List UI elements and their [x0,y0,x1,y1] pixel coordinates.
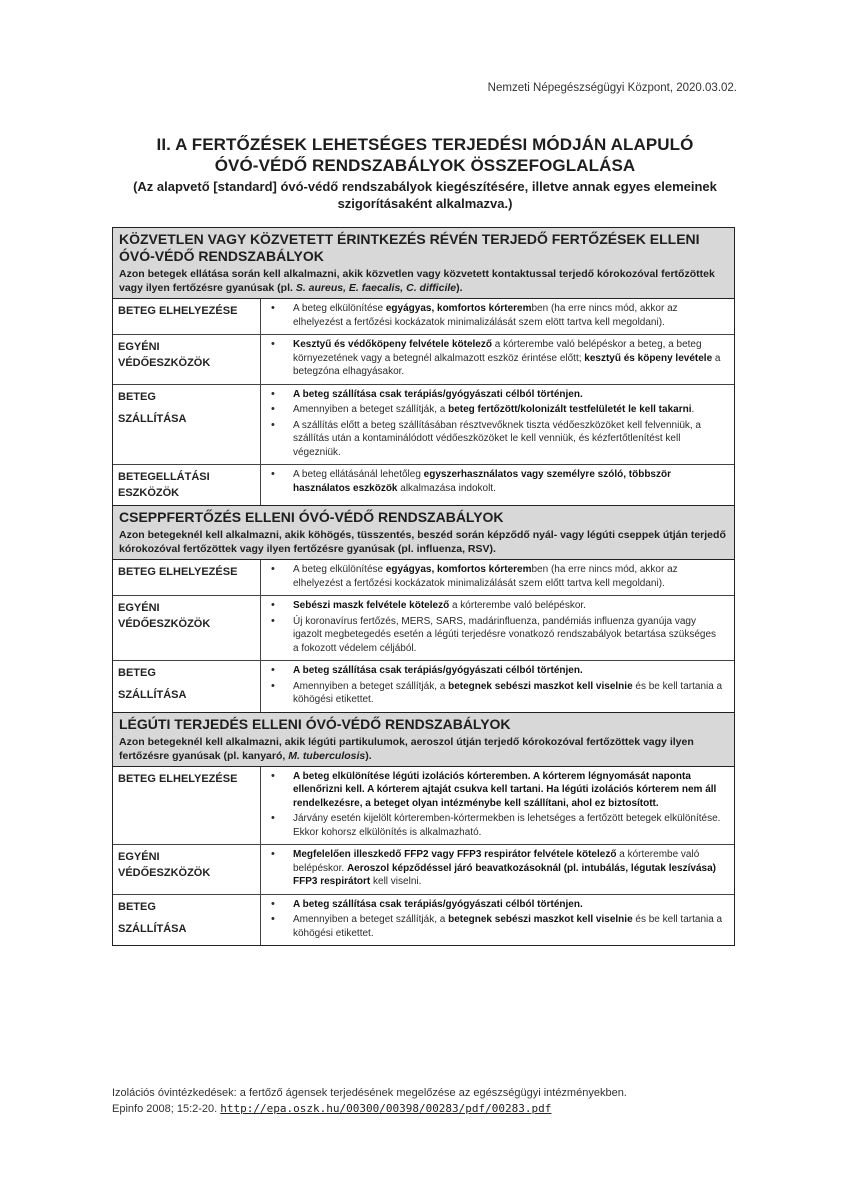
bullet-list [269,563,724,590]
row-label-line-1: BETEG ELHELYEZÉSE [118,566,238,578]
row-label-line-2: SZÁLLÍTÁSA [118,689,187,701]
row-label [113,560,261,595]
row-label-line-2: VÉDŐESZKÖZÖK [118,618,211,630]
bullet-list [269,468,724,495]
row-content [261,596,734,660]
bullet-item: • Kesztyű és védőköpeny felvétele kötelező a kórterembe való belépéskor a beteg, a beteg környezetének vagy a betegnél alkalmazott eszköz érintése előtt; kesztyű és köpeny levétele a betegzóna elhagyásakor. [269,338,724,379]
row-label [113,845,261,894]
table-row [113,560,734,595]
bullet-item: • A szállítás előtt a beteg szállításában résztvevőknek tiszta védőeszközöket kell felvenniük, a szállítás után a kontaminálódott védőeszközöket le kell venniük, és kézfertőtlenítést kell végezniük. [269,419,724,460]
table-row [113,334,734,384]
row-label-line-1: BETEG [118,667,156,679]
bullet-list [269,898,724,941]
page-title-line-1: II. A FERTŐZÉSEK LEHETSÉGES TERJEDÉSI MÓDJÁN ALAPULÓ [156,135,694,154]
section-title: CSEPPFERTŐZÉS ELLENI ÓVÓ-VÉDŐ RENDSZABÁLYOK [119,509,504,525]
row-label-line-1: BETEGELLÁTÁSI [118,471,210,483]
row-content [261,299,734,334]
bullet-item: • Amennyiben a beteget szállítják, a betegnek sebészi maszkot kell viselnie és be kell tartania a köhögési etikettet. [269,913,724,940]
bullet-list [269,338,724,379]
footer [112,1085,752,1117]
row-label-line-2: ESZKÖZÖK [118,487,180,499]
bullet-item: • A beteg ellátásánál lehetőleg egyszerhasználatos vagy személyre szóló, többször használatos eszközök alkalmazása indokolt. [269,468,724,495]
bullet-item: • A beteg szállítása csak terápiás/gyógyászati célból történjen. [269,898,724,912]
bullet-item: • Járvány esetén kijelölt kórteremben-kórtermekben is lehetséges a fertőzött betegek elkülönítése. Ekkor kohorsz elkülönítés is alkalmazható. [269,812,724,839]
row-label-line-1: BETEG [118,900,156,913]
footer-citation [112,1101,752,1117]
page-subtitle: (Az alapvető [standard] óvó-védő rendszabályok kiegészítésére, illetve annak egyes elemeinek szigorításaként alkalmazva.) [133,179,717,211]
row-label-line-2: SZÁLLÍTÁSA [118,922,187,935]
bullet-list [269,388,724,460]
table-row [113,660,734,712]
bullet-list [269,599,724,655]
row-label-line-2: SZÁLLÍTÁSA [118,412,187,425]
row-content [261,465,734,505]
bullet-list [269,664,724,707]
bullet-item: • Új koronavírus fertőzés, MERS, SARS, madárinfluenza, pandémiás influenza gyanúja vagy igazolt megbetegedés esetén a légúti terjedésre vonatkozó rendszabályok betartása szükséges a fokozott védelem céljából. [269,615,724,656]
row-label [113,767,261,845]
table-row [113,844,734,894]
row-label [113,661,261,712]
row-label-line-1: EGYÉNI [118,851,160,863]
bullet-item: • A beteg elkülönítése légúti izolációs kórteremben. A kórterem légnyomását naponta ellenőrizni kell. A kórterem ajtaját csukva kell tartani. Ha légúti izolációs kórterem nem áll rendelkezésre, a beteget olyan intézménybe kell szállítani, ahol ez biztosított. [269,770,724,811]
section-title: KÖZVETLEN VAGY KÖZVETETT ÉRINTKEZÉS RÉVÉN TERJEDŐ FERTŐZÉSEK ELLENI ÓVÓ-VÉDŐ RENDSZABÁLYOK [119,231,700,264]
bullet-item: • Sebészi maszk felvétele kötelező a kórterembe való belépéskor. [269,599,724,613]
row-label [113,299,261,334]
page-title-line-2: ÓVÓ-VÉDŐ RENDSZABÁLYOK ÖSSZEFOGLALÁSA [214,156,636,175]
row-content [261,845,734,894]
title-block [100,134,750,212]
row-label-line-1: EGYÉNI [118,341,160,353]
row-label-line-1: EGYÉNI [118,602,160,614]
row-content [261,661,734,712]
bullet-item: • A beteg szállítása csak terápiás/gyógyászati célból történjen. [269,388,724,402]
bullet-list [269,302,724,329]
row-label [113,335,261,384]
bullet-item: • Amennyiben a beteget szállítják, a betegnek sebészi maszkot kell viselnie és be kell tartania a köhögési etikettet. [269,680,724,707]
row-content [261,385,734,465]
row-label-line-2: VÉDŐESZKÖZÖK [118,357,211,369]
bullet-item: • A beteg szállítása csak terápiás/gyógyászati célból történjen. [269,664,724,678]
table-row [113,595,734,660]
footer-reference: Izolációs óvintézkedések: a fertőző ágensek terjedésének megelőzése az egészségügyi intézményekben. [112,1087,627,1099]
section-description: Azon betegeknél kell alkalmazni, akik köhögés, tüsszentés, beszéd során képződő nyál- vagy légúti cseppek útján terjedő kórokozóval fertőzöttek vagy ilyen fertőzésre gyanúsak (pl. influenza, RSV). [119,529,726,555]
table-row [113,384,734,465]
row-label [113,385,261,465]
bullet-item: • Megfelelően illeszkedő FFP2 vagy FFP3 respirátor felvétele kötelező a kórterembe való belépéskor. Aeroszol képződéssel járó beavatkozásoknál (pl. intubálás, légutak leszívása) FFP3 respirátort kell viselni. [269,848,724,889]
section-title: LÉGÚTI TERJEDÉS ELLENI ÓVÓ-VÉDŐ RENDSZABÁLYOK [119,715,511,732]
table-row [113,767,734,845]
bullet-list [269,848,724,889]
table-row [113,894,734,946]
section-header [113,712,734,767]
bullet-list [269,770,724,840]
row-content [261,895,734,946]
bullet-item: • A beteg elkülönítése egyágyas, komfortos kórteremben (ha erre nincs mód, akkor az elhelyezést a fertőzési kockázatok minimalizálását szem elött tartva kell megoldani). [269,302,724,329]
row-label-line-2: VÉDŐESZKÖZÖK [118,867,211,879]
section-description: Azon betegek ellátása során kell alkalmazni, akik közvetlen vagy közvetett kontaktussal terjedő kórokozóval fertőzöttek vagy ilyen fertőzésre gyanúsak (pl. S. aureus, E. faecalis, C. difficile). [119,268,715,294]
bullet-item: • Amennyiben a beteget szállítják, a beteg fertőzött/kolonizált testfelületét le kell takarni. [269,403,724,417]
row-label [113,465,261,505]
row-label-line-1: BETEG [118,390,156,403]
section-description: Azon betegeknél kell alkalmazni, akik légúti partikulumok, aeroszol útján terjedő kórokozóval fertőzöttek vagy ilyen fertőzésre gyanúsak (pl. kanyaró, M. tuberculosis). [119,735,694,762]
row-content [261,560,734,595]
footer-citation-text: Epinfo 2008; 15:2-20. [112,1103,218,1115]
row-label [113,596,261,660]
rules-table [112,227,735,946]
row-label-line-1: BETEG ELHELYEZÉSE [118,772,238,785]
row-label-line-1: BETEG ELHELYEZÉSE [118,305,238,317]
section-header [113,228,734,299]
header-org: Nemzeti Népegészségügyi Központ, 2020.03.02. [487,82,737,94]
row-content [261,767,734,845]
table-row [113,464,734,505]
footer-link[interactable]: http://epa.oszk.hu/00300/00398/00283/pdf/00283.pdf [220,1102,552,1115]
bullet-item: • A beteg elkülönítése egyágyas, komfortos kórteremben (ha erre nincs mód, akkor az elhelyezést a fertőzési kockázatok minimalizálását szem előtt tartva kell megoldani). [269,563,724,590]
row-content [261,335,734,384]
table-row [113,299,734,334]
section-header [113,505,734,560]
row-label [113,895,261,946]
